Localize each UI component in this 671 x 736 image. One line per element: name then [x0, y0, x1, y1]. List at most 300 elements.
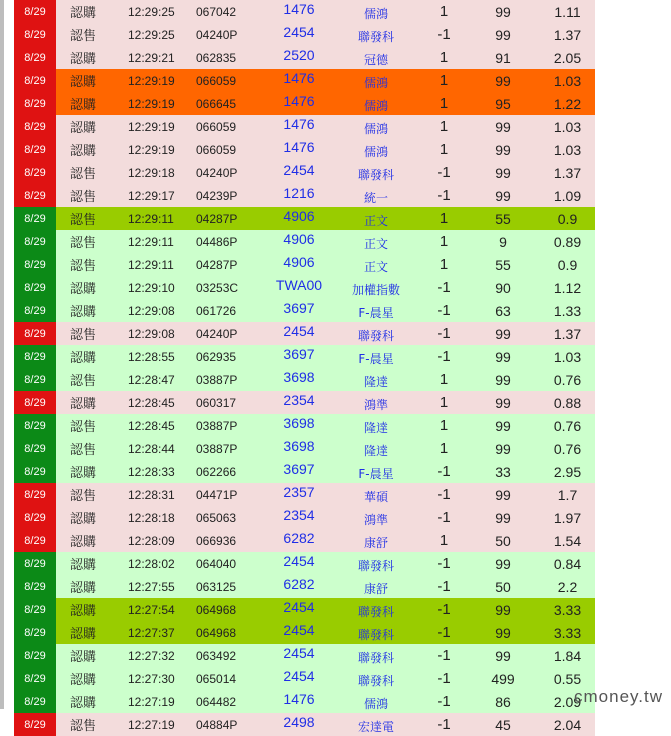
trade-time-cell: 12:29:17	[128, 184, 196, 207]
warrant-type-cell: 認購	[56, 598, 128, 621]
quantity-cell: -1	[422, 184, 466, 207]
price-cell: 1.7	[540, 483, 595, 506]
percent-cell: 55	[466, 253, 540, 276]
stock-code-link[interactable]: 4906	[268, 253, 330, 276]
warrant-type-cell: 認售	[56, 483, 128, 506]
table-row[interactable]	[14, 644, 595, 667]
quantity-cell: -1	[422, 644, 466, 667]
warrant-code-cell: 066936	[196, 529, 268, 552]
trade-time-cell: 12:29:08	[128, 322, 196, 345]
date-cell: 8/29	[14, 184, 56, 207]
quantity-cell: 1	[422, 368, 466, 391]
stock-name-link[interactable]: 統一	[330, 184, 422, 207]
date-cell: 8/29	[14, 138, 56, 161]
stock-code-link[interactable]: 2357	[268, 483, 330, 506]
stock-name-link[interactable]: 聯發科	[330, 23, 422, 46]
percent-cell: 99	[466, 161, 540, 184]
table-row[interactable]	[14, 69, 595, 92]
stock-name-link[interactable]: 聯發科	[330, 552, 422, 575]
price-cell: 0.9	[540, 253, 595, 276]
warrant-code-cell: 067042	[196, 0, 268, 23]
stock-code-link[interactable]: 1476	[268, 115, 330, 138]
stock-code-link[interactable]: 4906	[268, 207, 330, 230]
table-row[interactable]	[14, 23, 595, 46]
trade-time-cell: 12:28:33	[128, 460, 196, 483]
stock-name-link[interactable]: 聯發科	[330, 598, 422, 621]
warrant-type-cell: 認售	[56, 23, 128, 46]
warrant-type-cell: 認購	[56, 46, 128, 69]
warrant-type-cell: 認購	[56, 138, 128, 161]
percent-cell: 95	[466, 92, 540, 115]
table-row[interactable]	[14, 345, 595, 368]
table-row[interactable]	[14, 368, 595, 391]
trade-time-cell: 12:27:19	[128, 713, 196, 736]
table-row[interactable]	[14, 460, 595, 483]
stock-name-link[interactable]: 冠德	[330, 46, 422, 69]
price-cell: 0.9	[540, 207, 595, 230]
quantity-cell: 1	[422, 253, 466, 276]
stock-name-link[interactable]: 正文	[330, 230, 422, 253]
trade-time-cell: 12:28:55	[128, 345, 196, 368]
quantity-cell: 1	[422, 69, 466, 92]
stock-name-link[interactable]: 聯發科	[330, 322, 422, 345]
price-cell: 2.95	[540, 460, 595, 483]
table-row[interactable]	[14, 92, 595, 115]
price-cell: 1.37	[540, 161, 595, 184]
percent-cell: 99	[466, 621, 540, 644]
table-row[interactable]	[14, 690, 595, 713]
warrant-code-cell: 064968	[196, 621, 268, 644]
trade-time-cell: 12:28:02	[128, 552, 196, 575]
trade-time-cell: 12:27:32	[128, 644, 196, 667]
table-row[interactable]	[14, 138, 595, 161]
table-row[interactable]	[14, 0, 595, 23]
warrant-type-cell: 認購	[56, 690, 128, 713]
trade-rows	[14, 0, 595, 736]
warrant-code-cell: 066059	[196, 115, 268, 138]
warrant-type-cell: 認售	[56, 161, 128, 184]
stock-name-link[interactable]: 隆達	[330, 368, 422, 391]
quantity-cell: -1	[422, 345, 466, 368]
quantity-cell: 1	[422, 92, 466, 115]
warrant-code-cell: 066059	[196, 69, 268, 92]
percent-cell: 55	[466, 207, 540, 230]
percent-cell: 99	[466, 115, 540, 138]
stock-name-link[interactable]: 儒鴻	[330, 69, 422, 92]
percent-cell: 33	[466, 460, 540, 483]
date-cell: 8/29	[14, 598, 56, 621]
stock-code-link[interactable]: 2498	[268, 713, 330, 736]
table-row[interactable]	[14, 483, 595, 506]
date-cell: 8/29	[14, 207, 56, 230]
warrant-code-cell: 03253C	[196, 276, 268, 299]
quantity-cell: 1	[422, 391, 466, 414]
warrant-code-cell: 064968	[196, 598, 268, 621]
warrant-type-cell: 認購	[56, 529, 128, 552]
stock-code-link[interactable]: 3697	[268, 345, 330, 368]
warrant-code-cell: 062835	[196, 46, 268, 69]
quantity-cell: -1	[422, 667, 466, 690]
warrant-code-cell: 04239P	[196, 184, 268, 207]
stock-code-link[interactable]: 1476	[268, 0, 330, 23]
warrant-code-cell: 064482	[196, 690, 268, 713]
percent-cell: 99	[466, 483, 540, 506]
stock-name-link[interactable]: 隆達	[330, 437, 422, 460]
stock-name-link[interactable]: 聯發科	[330, 644, 422, 667]
percent-cell: 99	[466, 184, 540, 207]
date-cell: 8/29	[14, 690, 56, 713]
trade-time-cell: 12:27:54	[128, 598, 196, 621]
warrant-code-cell: 04240P	[196, 161, 268, 184]
warrant-type-cell: 認售	[56, 207, 128, 230]
stock-code-link[interactable]: 2454	[268, 644, 330, 667]
warrant-type-cell: 認購	[56, 0, 128, 23]
trade-time-cell: 12:28:47	[128, 368, 196, 391]
stock-code-link[interactable]: 4906	[268, 230, 330, 253]
percent-cell: 99	[466, 391, 540, 414]
stock-code-link[interactable]: 3698	[268, 437, 330, 460]
quantity-cell: -1	[422, 276, 466, 299]
date-cell: 8/29	[14, 575, 56, 598]
price-cell: 0.76	[540, 414, 595, 437]
stock-code-link[interactable]: 3697	[268, 460, 330, 483]
quantity-cell: 1	[422, 46, 466, 69]
warrant-code-cell: 062266	[196, 460, 268, 483]
quantity-cell: -1	[422, 552, 466, 575]
trade-time-cell: 12:29:08	[128, 299, 196, 322]
warrant-code-cell: 065014	[196, 667, 268, 690]
trade-time-cell: 12:28:44	[128, 437, 196, 460]
stock-name-link[interactable]: 華碩	[330, 483, 422, 506]
stock-code-link[interactable]: 2454	[268, 667, 330, 690]
warrant-code-cell: 064040	[196, 552, 268, 575]
stock-code-link[interactable]: 3697	[268, 299, 330, 322]
percent-cell: 91	[466, 46, 540, 69]
stock-code-link[interactable]: 2454	[268, 598, 330, 621]
stock-name-link[interactable]: 儒鴻	[330, 115, 422, 138]
date-cell: 8/29	[14, 644, 56, 667]
table-row[interactable]	[14, 506, 595, 529]
stock-code-link[interactable]: TWA00	[268, 276, 330, 299]
table-row[interactable]	[14, 529, 595, 552]
price-cell: 1.54	[540, 529, 595, 552]
price-cell: 1.84	[540, 644, 595, 667]
quantity-cell: 1	[422, 230, 466, 253]
price-cell: 2.04	[540, 713, 595, 736]
table-row[interactable]	[14, 46, 595, 69]
percent-cell: 50	[466, 575, 540, 598]
stock-code-link[interactable]: 2454	[268, 322, 330, 345]
table-row[interactable]	[14, 184, 595, 207]
stock-name-link[interactable]: 儒鴻	[330, 92, 422, 115]
table-row[interactable]	[14, 253, 595, 276]
date-cell: 8/29	[14, 437, 56, 460]
quantity-cell: 1	[422, 207, 466, 230]
date-cell: 8/29	[14, 92, 56, 115]
warrant-type-cell: 認購	[56, 552, 128, 575]
warrant-type-cell: 認購	[56, 391, 128, 414]
date-cell: 8/29	[14, 345, 56, 368]
stock-code-link[interactable]: 1476	[268, 92, 330, 115]
price-cell: 0.89	[540, 230, 595, 253]
warrant-code-cell: 04287P	[196, 253, 268, 276]
trade-time-cell: 12:28:09	[128, 529, 196, 552]
table-row[interactable]	[14, 621, 595, 644]
stock-code-link[interactable]: 2454	[268, 621, 330, 644]
stock-name-link[interactable]: 鴻準	[330, 506, 422, 529]
trade-time-cell: 12:28:45	[128, 391, 196, 414]
percent-cell: 99	[466, 322, 540, 345]
warrant-type-cell: 認購	[56, 460, 128, 483]
quantity-cell: -1	[422, 322, 466, 345]
table-row[interactable]	[14, 230, 595, 253]
warrant-code-cell: 063125	[196, 575, 268, 598]
date-cell: 8/29	[14, 115, 56, 138]
stock-name-link[interactable]: 正文	[330, 207, 422, 230]
left-border	[0, 0, 4, 709]
stock-name-link[interactable]: 康舒	[330, 529, 422, 552]
stock-name-link[interactable]: 正文	[330, 253, 422, 276]
price-cell: 1.09	[540, 184, 595, 207]
quantity-cell: -1	[422, 23, 466, 46]
warrant-code-cell: 03887P	[196, 414, 268, 437]
date-cell: 8/29	[14, 713, 56, 736]
warrant-type-cell: 認購	[56, 69, 128, 92]
quantity-cell: -1	[422, 299, 466, 322]
date-cell: 8/29	[14, 368, 56, 391]
stock-code-link[interactable]: 1476	[268, 690, 330, 713]
price-cell: 0.84	[540, 552, 595, 575]
percent-cell: 9	[466, 230, 540, 253]
date-cell: 8/29	[14, 46, 56, 69]
quantity-cell: 1	[422, 414, 466, 437]
stock-name-link[interactable]: 聯發科	[330, 667, 422, 690]
table-row[interactable]	[14, 552, 595, 575]
table-row[interactable]	[14, 598, 595, 621]
stock-name-link[interactable]: 加權指數	[330, 276, 422, 299]
stock-name-link[interactable]: 儒鴻	[330, 690, 422, 713]
date-cell: 8/29	[14, 69, 56, 92]
date-cell: 8/29	[14, 276, 56, 299]
price-cell: 1.22	[540, 92, 595, 115]
percent-cell: 63	[466, 299, 540, 322]
warrant-code-cell: 066645	[196, 92, 268, 115]
stock-code-link[interactable]: 1216	[268, 184, 330, 207]
warrant-trade-table	[14, 0, 595, 736]
warrant-type-cell: 認購	[56, 575, 128, 598]
stock-code-link[interactable]: 6282	[268, 575, 330, 598]
date-cell: 8/29	[14, 506, 56, 529]
table-row[interactable]	[14, 575, 595, 598]
table-row[interactable]	[14, 207, 595, 230]
percent-cell: 45	[466, 713, 540, 736]
date-cell: 8/29	[14, 414, 56, 437]
quantity-cell: -1	[422, 575, 466, 598]
warrant-type-cell: 認購	[56, 345, 128, 368]
price-cell: 0.76	[540, 368, 595, 391]
percent-cell: 99	[466, 368, 540, 391]
table-row[interactable]	[14, 299, 595, 322]
price-cell: 1.03	[540, 138, 595, 161]
date-cell: 8/29	[14, 0, 56, 23]
stock-code-link[interactable]: 2454	[268, 23, 330, 46]
price-cell: 0.88	[540, 391, 595, 414]
quantity-cell: 1	[422, 138, 466, 161]
date-cell: 8/29	[14, 253, 56, 276]
stock-code-link[interactable]: 2520	[268, 46, 330, 69]
warrant-code-cell: 04486P	[196, 230, 268, 253]
date-cell: 8/29	[14, 161, 56, 184]
warrant-code-cell: 065063	[196, 506, 268, 529]
warrant-type-cell: 認售	[56, 322, 128, 345]
price-cell: 2.05	[540, 46, 595, 69]
trade-time-cell: 12:29:11	[128, 253, 196, 276]
stock-name-link[interactable]: 聯發科	[330, 161, 422, 184]
stock-code-link[interactable]: 2454	[268, 552, 330, 575]
stock-code-link[interactable]: 1476	[268, 138, 330, 161]
trade-time-cell: 12:29:25	[128, 0, 196, 23]
trade-time-cell: 12:28:45	[128, 414, 196, 437]
stock-name-link[interactable]: 聯發科	[330, 621, 422, 644]
percent-cell: 99	[466, 0, 540, 23]
quantity-cell: -1	[422, 598, 466, 621]
warrant-code-cell: 03887P	[196, 437, 268, 460]
stock-name-link[interactable]: F-晨星	[330, 345, 422, 368]
warrant-type-cell: 認購	[56, 92, 128, 115]
price-cell: 1.37	[540, 23, 595, 46]
warrant-code-cell: 04240P	[196, 23, 268, 46]
warrant-type-cell: 認售	[56, 437, 128, 460]
warrant-code-cell: 03887P	[196, 368, 268, 391]
percent-cell: 99	[466, 414, 540, 437]
price-cell: 1.37	[540, 322, 595, 345]
stock-name-link[interactable]: 鴻準	[330, 391, 422, 414]
stock-code-link[interactable]: 6282	[268, 529, 330, 552]
date-cell: 8/29	[14, 230, 56, 253]
trade-time-cell: 12:29:11	[128, 230, 196, 253]
quantity-cell: 1	[422, 115, 466, 138]
table-row[interactable]	[14, 437, 595, 460]
stock-code-link[interactable]: 3698	[268, 368, 330, 391]
table-row[interactable]	[14, 115, 595, 138]
stock-code-link[interactable]: 2354	[268, 506, 330, 529]
quantity-cell: -1	[422, 713, 466, 736]
warrant-code-cell: 061726	[196, 299, 268, 322]
price-cell: 2.09	[540, 690, 595, 713]
percent-cell: 499	[466, 667, 540, 690]
table-row[interactable]	[14, 414, 595, 437]
percent-cell: 90	[466, 276, 540, 299]
warrant-type-cell: 認購	[56, 506, 128, 529]
warrant-type-cell: 認購	[56, 276, 128, 299]
stock-name-link[interactable]: 宏達電	[330, 713, 422, 736]
warrant-type-cell: 認購	[56, 667, 128, 690]
warrant-code-cell: 066059	[196, 138, 268, 161]
table-row[interactable]	[14, 322, 595, 345]
quantity-cell: -1	[422, 621, 466, 644]
price-cell: 0.76	[540, 437, 595, 460]
trade-time-cell: 12:28:18	[128, 506, 196, 529]
table-row[interactable]	[14, 713, 595, 736]
percent-cell: 99	[466, 23, 540, 46]
date-cell: 8/29	[14, 621, 56, 644]
date-cell: 8/29	[14, 529, 56, 552]
trade-time-cell: 12:27:55	[128, 575, 196, 598]
price-cell: 1.03	[540, 115, 595, 138]
table-row[interactable]	[14, 161, 595, 184]
date-cell: 8/29	[14, 667, 56, 690]
trade-time-cell: 12:29:11	[128, 207, 196, 230]
warrant-code-cell: 060317	[196, 391, 268, 414]
price-cell: 1.33	[540, 299, 595, 322]
quantity-cell: -1	[422, 506, 466, 529]
table-row[interactable]	[14, 391, 595, 414]
warrant-type-cell: 認售	[56, 713, 128, 736]
warrant-type-cell: 認購	[56, 621, 128, 644]
warrant-code-cell: 062935	[196, 345, 268, 368]
stock-code-link[interactable]: 2454	[268, 161, 330, 184]
trade-time-cell: 12:28:31	[128, 483, 196, 506]
quantity-cell: 1	[422, 529, 466, 552]
price-cell: 1.12	[540, 276, 595, 299]
price-cell: 3.33	[540, 598, 595, 621]
warrant-type-cell: 認購	[56, 299, 128, 322]
trade-time-cell: 12:29:19	[128, 115, 196, 138]
stock-name-link[interactable]: F-晨星	[330, 460, 422, 483]
stock-name-link[interactable]: F-晨星	[330, 299, 422, 322]
stock-code-link[interactable]: 2354	[268, 391, 330, 414]
warrant-code-cell: 04240P	[196, 322, 268, 345]
trade-time-cell: 12:29:19	[128, 92, 196, 115]
stock-name-link[interactable]: 儒鴻	[330, 0, 422, 23]
quantity-cell: 1	[422, 437, 466, 460]
date-cell: 8/29	[14, 552, 56, 575]
quantity-cell: -1	[422, 161, 466, 184]
warrant-code-cell: 04884P	[196, 713, 268, 736]
stock-name-link[interactable]: 康舒	[330, 575, 422, 598]
warrant-type-cell: 認售	[56, 414, 128, 437]
warrant-type-cell: 認售	[56, 253, 128, 276]
stock-name-link[interactable]: 儒鴻	[330, 138, 422, 161]
warrant-code-cell: 063492	[196, 644, 268, 667]
table-row[interactable]	[14, 276, 595, 299]
trade-time-cell: 12:27:30	[128, 667, 196, 690]
percent-cell: 99	[466, 69, 540, 92]
percent-cell: 99	[466, 552, 540, 575]
price-cell: 2.2	[540, 575, 595, 598]
date-cell: 8/29	[14, 299, 56, 322]
date-cell: 8/29	[14, 23, 56, 46]
date-cell: 8/29	[14, 460, 56, 483]
stock-code-link[interactable]: 3698	[268, 414, 330, 437]
percent-cell: 99	[466, 506, 540, 529]
percent-cell: 99	[466, 598, 540, 621]
quantity-cell: -1	[422, 483, 466, 506]
stock-name-link[interactable]: 隆達	[330, 414, 422, 437]
price-cell: 3.33	[540, 621, 595, 644]
trade-time-cell: 12:29:18	[128, 161, 196, 184]
percent-cell: 99	[466, 138, 540, 161]
table-row[interactable]	[14, 667, 595, 690]
date-cell: 8/29	[14, 322, 56, 345]
watermark: cmoney.tw	[574, 687, 663, 706]
quantity-cell: 1	[422, 0, 466, 23]
trade-time-cell: 12:29:25	[128, 23, 196, 46]
warrant-type-cell: 認售	[56, 184, 128, 207]
warrant-type-cell: 認購	[56, 115, 128, 138]
stock-code-link[interactable]: 1476	[268, 69, 330, 92]
percent-cell: 99	[466, 345, 540, 368]
